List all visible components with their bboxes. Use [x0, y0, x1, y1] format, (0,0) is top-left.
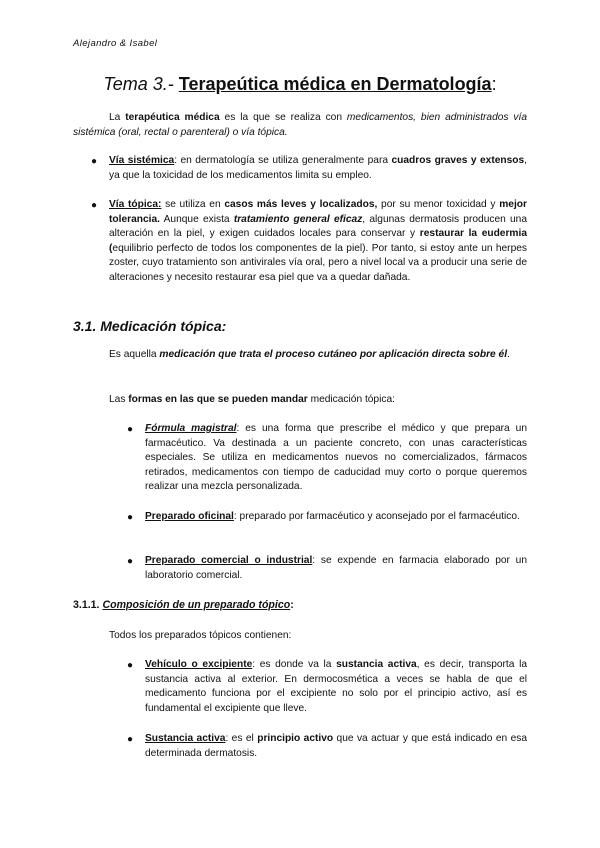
vehiculo-item — [145, 658, 527, 716]
todos-paragraph: Todos los preparados tópicos contienen: — [109, 630, 292, 641]
sustancia-activa-item — [145, 732, 527, 761]
via-sistemica-label: Vía sistémica — [109, 155, 175, 166]
via-topica-text-6: tratamiento general eficaz — [233, 213, 363, 225]
intro-text-italic: medicamentos, bien administrados vía sistémica (oral, rectal o parenteral) o vía tópica. — [73, 112, 528, 138]
bullet-icon: ● — [127, 556, 134, 567]
preparado-comercial-label: Preparado comercial o industrial — [145, 555, 313, 566]
preparado-oficinal-label: Preparado oficinal — [145, 511, 234, 522]
bullet-icon: ● — [91, 200, 98, 211]
bullet-icon: ● — [127, 512, 134, 523]
formula-magistral-text: : es una forma que prescribe el médico y que prepara un farmacéutico. Va destinada a un paciente concreto, con unas características especiales. Se utiliza en medicamentos nuevos no comercializados, fármacos retirados, medicamentos con tiempo de caducidad muy corto o porque queremos realizar una mezcla personalizada. — [145, 423, 527, 492]
bullet-icon: ● — [127, 424, 134, 435]
via-topica-label: Vía tópica: — [109, 199, 162, 210]
intro-text-1: La — [109, 112, 126, 123]
section-3-1-1-colon: : — [290, 599, 294, 611]
def-text-bold: medicación que trata el proceso cutáneo por aplicación directa sobre él — [159, 349, 508, 360]
vehiculo-label: Vehículo o excipiente — [145, 659, 253, 670]
formula-magistral-item — [145, 422, 527, 495]
sustancia-text-1: : es el — [225, 733, 258, 744]
preparado-oficinal-text: : preparado por farmacéutico y aconsejado por el farmacéutico. — [233, 511, 520, 522]
page-header: Alejandro & Isabel — [73, 38, 158, 49]
intro-paragraph — [73, 111, 527, 140]
via-topica-text-3: por su menor toxicidad y — [377, 199, 500, 210]
title-colon: : — [491, 74, 497, 94]
def-text-1: Es aquella — [109, 349, 160, 360]
section-heading-3-1: 3.1. Medicación tópica: — [73, 318, 227, 334]
page-title — [0, 74, 600, 95]
sustancia-text-2: que va actuar y que está indicado en esa determinada dermatosis. — [145, 733, 528, 759]
def-text-2: . — [507, 349, 510, 360]
formula-magistral-label: Fórmula magistral — [145, 423, 237, 434]
via-topica-text-5: Aunque exista — [159, 213, 234, 225]
sustancia-activa-label: Sustancia activa — [145, 733, 226, 744]
formas-paragraph — [109, 393, 527, 408]
bullet-icon: ● — [127, 660, 134, 671]
section-3-1-1-number: 3.1.1. — [73, 599, 103, 611]
via-sistemica-text-1: : en dermatología se utiliza generalmente para — [174, 155, 392, 166]
via-topica-text-4: mejor tolerancia. — [109, 199, 527, 225]
via-topica-text-1: se utiliza en — [161, 199, 225, 210]
via-topica-text-9: equilibrio perfecto de todos los componentes de la piel). Por tanto, si estoy ante un herpes zoster, cuyo tratamiento son antivirales vía oral, pero a nivel local va a producir una serie de alteraciones y necesito restaurar esa piel que va a quedar dañada. — [109, 242, 527, 283]
bullet-icon: ● — [127, 734, 134, 745]
vehiculo-text-2: , es decir, transporta la sustancia activa al exterior. En dermocosmética a veces se habla de que el medicamento funciona por el excipiente no solo por el principio activo, así es fundamental el excipiente que lleve. — [145, 659, 528, 714]
section-heading-3-1-1 — [73, 599, 294, 611]
via-topica-text-7: , algunas dermatosis producen una alteración en la piel, y exigen cuidados locales para conservar y — [109, 213, 528, 239]
via-topica-text-8: restaurar la eudermia ( — [109, 228, 527, 254]
section-3-1-1-title: Composición de un preparado tópico — [102, 599, 291, 611]
preparado-comercial-text: : se expende en farmacia elaborado por un laboratorio comercial. — [145, 555, 527, 581]
formas-text-2: medicación tópica: — [307, 394, 395, 405]
preparado-oficinal-item — [145, 510, 527, 525]
via-topica-paragraph — [109, 198, 527, 285]
intro-text-2: es la que se realiza con — [219, 112, 347, 123]
title-name: Terapeútica médica en Dermatología — [178, 74, 492, 94]
bullet-icon: ● — [91, 156, 98, 167]
via-sistemica-text-2: , ya que la toxicidad de los medicamentos limita su empleo. — [109, 155, 528, 181]
vehiculo-text-bold: sustancia activa — [336, 659, 417, 670]
via-topica-text-2: casos más leves y localizados, — [224, 199, 378, 210]
vehiculo-text-1: : es donde va la — [252, 659, 337, 670]
via-sistemica-paragraph — [109, 154, 527, 183]
formas-text-1: Las — [109, 394, 129, 405]
formas-text-bold: formas en las que se pueden mandar — [128, 394, 308, 405]
title-tema: Tema 3.- — [103, 74, 174, 94]
sustancia-text-bold: principio activo — [257, 733, 334, 744]
preparado-comercial-item — [145, 554, 527, 583]
definition-paragraph — [73, 348, 527, 363]
via-sistemica-text-bold: cuadros graves y extensos — [391, 155, 525, 166]
intro-text-bold: terapéutica médica — [125, 112, 220, 123]
